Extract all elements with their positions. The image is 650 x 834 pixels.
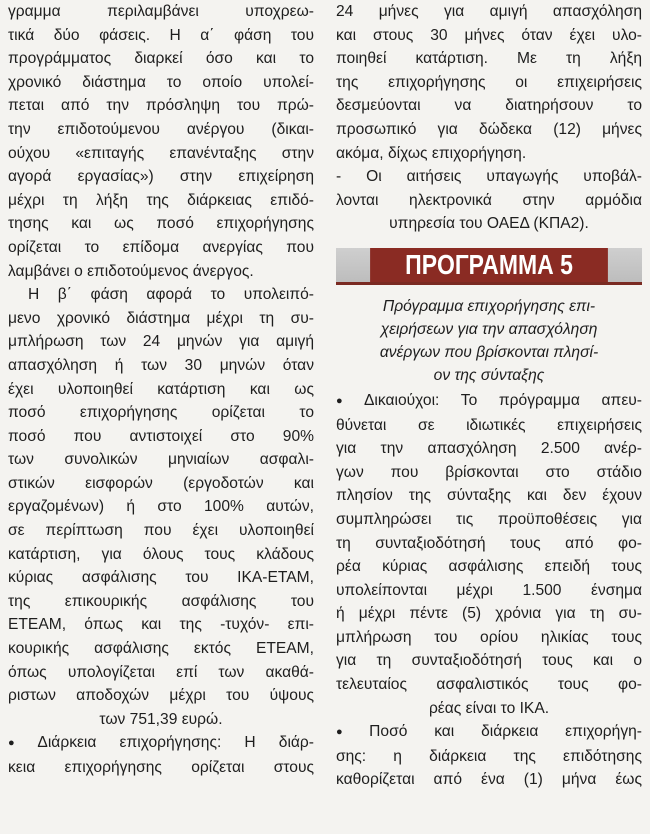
text-line: ποσό επιχορήγησης ορίζεται το	[8, 404, 314, 422]
subhead-line: ανέργων που βρίσκονται πλησί-	[379, 343, 599, 361]
text-line: υπολείπονται μέχρι 1.500 ένσημα	[336, 581, 642, 599]
text-line: γων που βρίσκονται στο στάδιο	[336, 463, 642, 481]
text-line: δεσμεύονται να διατηρήσουν το	[336, 97, 642, 115]
text-line: κύριας ασφάλισης του ΙΚΑ-ΕΤΑΜ,	[8, 569, 314, 587]
text-line: προσωπικό για δώδεκα (12) μήνες	[336, 120, 642, 138]
text-line: 24 μήνες για αμιγή απασχόληση	[336, 3, 642, 20]
text-line: προγράμματος διαρκεί όσο και το	[8, 50, 314, 68]
text-line: ΕΤΕΑΜ, όπως και της -τυχόν- επι-	[8, 616, 314, 634]
text-line: αγορά εργασίας») στην επιχείρηση	[8, 168, 314, 186]
text-line: ποσό που αντιστοιχεί στο 90%	[8, 427, 314, 445]
text-line: ρέας είναι το ΙΚΑ.	[428, 699, 550, 717]
text-line: της επικουρικής ασφάλισης του	[8, 592, 314, 610]
text-line: σε περίπτωση που έχει υλοποιηθεί	[8, 522, 314, 540]
text-line: πεται από την πρόσληψη του πρώ-	[8, 97, 314, 115]
text-line: θύνεται σε ιδιωτικές επιχειρήσεις	[336, 416, 642, 434]
text-line: τικά δύο φάσεις. Η α΄ φάση του	[8, 26, 314, 44]
text-line: συμπληρώσει τις προϋποθέσεις για	[336, 510, 642, 528]
text-line: της επιχορήγησης οι επιχειρήσεις	[336, 73, 642, 91]
text-line: των συνολικών μηνιαίων ασφαλι-	[8, 451, 314, 469]
text-line: ορίζεται το επίδομα ανεργίας που	[8, 238, 314, 256]
text-line: χρονικό διάστημα το οποίο υπολεί-	[8, 73, 314, 91]
text-line: εργαζομένων) ή στο 100% αυτών,	[8, 498, 314, 516]
text-line: ούχου «επιταγής επανένταξης στην	[8, 144, 314, 162]
subhead-line: Πρόγραμμα επιχορήγησης επι-	[382, 297, 596, 315]
bullet-line: ● Δικαιούχοι: Το πρόγραμμα απευ-	[336, 389, 642, 414]
program-subheading	[336, 295, 642, 387]
text-line: μέχρι τη λήξη της διάρκειας επιδό-	[8, 191, 314, 209]
bullet-line: ● Ποσό και διάρκεια επιχορήγη-	[336, 720, 642, 745]
text-line: τελευταίος ασφαλιστικός τους φο-	[336, 676, 642, 694]
text-line: ακόμα, δίχως επιχορήγηση.	[336, 144, 527, 162]
text-line: γραμμα περιλαμβάνει υποχρεω-	[8, 3, 314, 20]
program-5-banner	[336, 248, 642, 285]
text-line: κουρικής ασφάλισης εκτός ΕΤΕΑΜ,	[8, 640, 314, 658]
paragraph-start-line: Η β΄ φάση αφορά το υπολειπό-	[28, 286, 314, 304]
text-line: την επιδοτούμενου ανέργου (δικαι-	[8, 120, 314, 138]
text-line: ρέα κύριας ασφάλισης επειδή τους	[336, 558, 642, 576]
text-line: λονται ηλεκτρονικά στην αρμόδια	[336, 191, 642, 209]
text-line: όπως υπολογίζεται επί των ακαθά-	[8, 663, 314, 681]
banner-title: ΠΡΟΓΡΑΜΜΑ 5	[370, 248, 608, 282]
text-line: ποιηθεί κατάρτιση. Με τη λήξη	[336, 50, 642, 68]
text-line: καθορίζεται από ένα (1) μήνα έως	[336, 771, 642, 789]
text-line: μπλήρωση των 24 μηνών για αμιγή	[8, 333, 314, 351]
text-line: των 751,39 ευρώ.	[99, 710, 223, 728]
text-line: υπηρεσία του ΟΑΕΔ (ΚΠΑ2).	[389, 215, 589, 233]
text-line: έχει υλοποιηθεί κατάρτιση και ως	[8, 380, 314, 398]
text-line: σης: η διάρκεια της επιδότησης	[336, 747, 642, 765]
text-line: τησης και ως ποσό επιχορήγησης	[8, 215, 314, 233]
text-line: ή μέχρι πέντε (5) χρόνια για τη συ-	[336, 605, 642, 623]
text-line: λαμβάνει ο επιδοτούμενος άνεργος.	[8, 262, 254, 280]
text-line: μπλήρωση του ορίου ηλικίας τους	[336, 628, 642, 646]
text-line: στικών εισφορών (εργοδοτών και	[8, 474, 314, 492]
text-line: για τη συνταξιοδότησή τους και ο	[336, 652, 642, 670]
bullet-line: ● Διάρκεια επιχορήγησης: Η διάρ-	[8, 731, 314, 756]
text-line: για την απασχόληση 2.500 ανέρ-	[336, 440, 642, 458]
right-column	[336, 0, 642, 834]
left-column	[8, 0, 314, 834]
text-line: - Οι αιτήσεις υπαγωγής υποβάλ-	[336, 168, 642, 186]
subhead-line: χειρήσεων για την απασχόληση	[380, 320, 598, 338]
text-line: κεια επιχορήγησης ορίζεται στους	[8, 759, 314, 776]
text-line: πλησίον της σύνταξης και δεν έχουν	[336, 487, 642, 505]
text-line: απασχόληση ή των 30 μηνών όταν	[8, 356, 314, 374]
text-line: ριστων αποδοχών μέχρι του ύψους	[8, 687, 314, 705]
text-line: κατάρτιση, για όλους τους κλάδους	[8, 545, 314, 563]
text-line: και στους 30 μήνες όταν έχει υλο-	[336, 26, 642, 44]
text-line: μενο χρονικό διάστημα μέχρι τη συ-	[8, 309, 314, 327]
subhead-line: ον της σύνταξης	[433, 366, 545, 384]
text-line: τη συνταξιοδότησή τους από φο-	[336, 534, 642, 552]
